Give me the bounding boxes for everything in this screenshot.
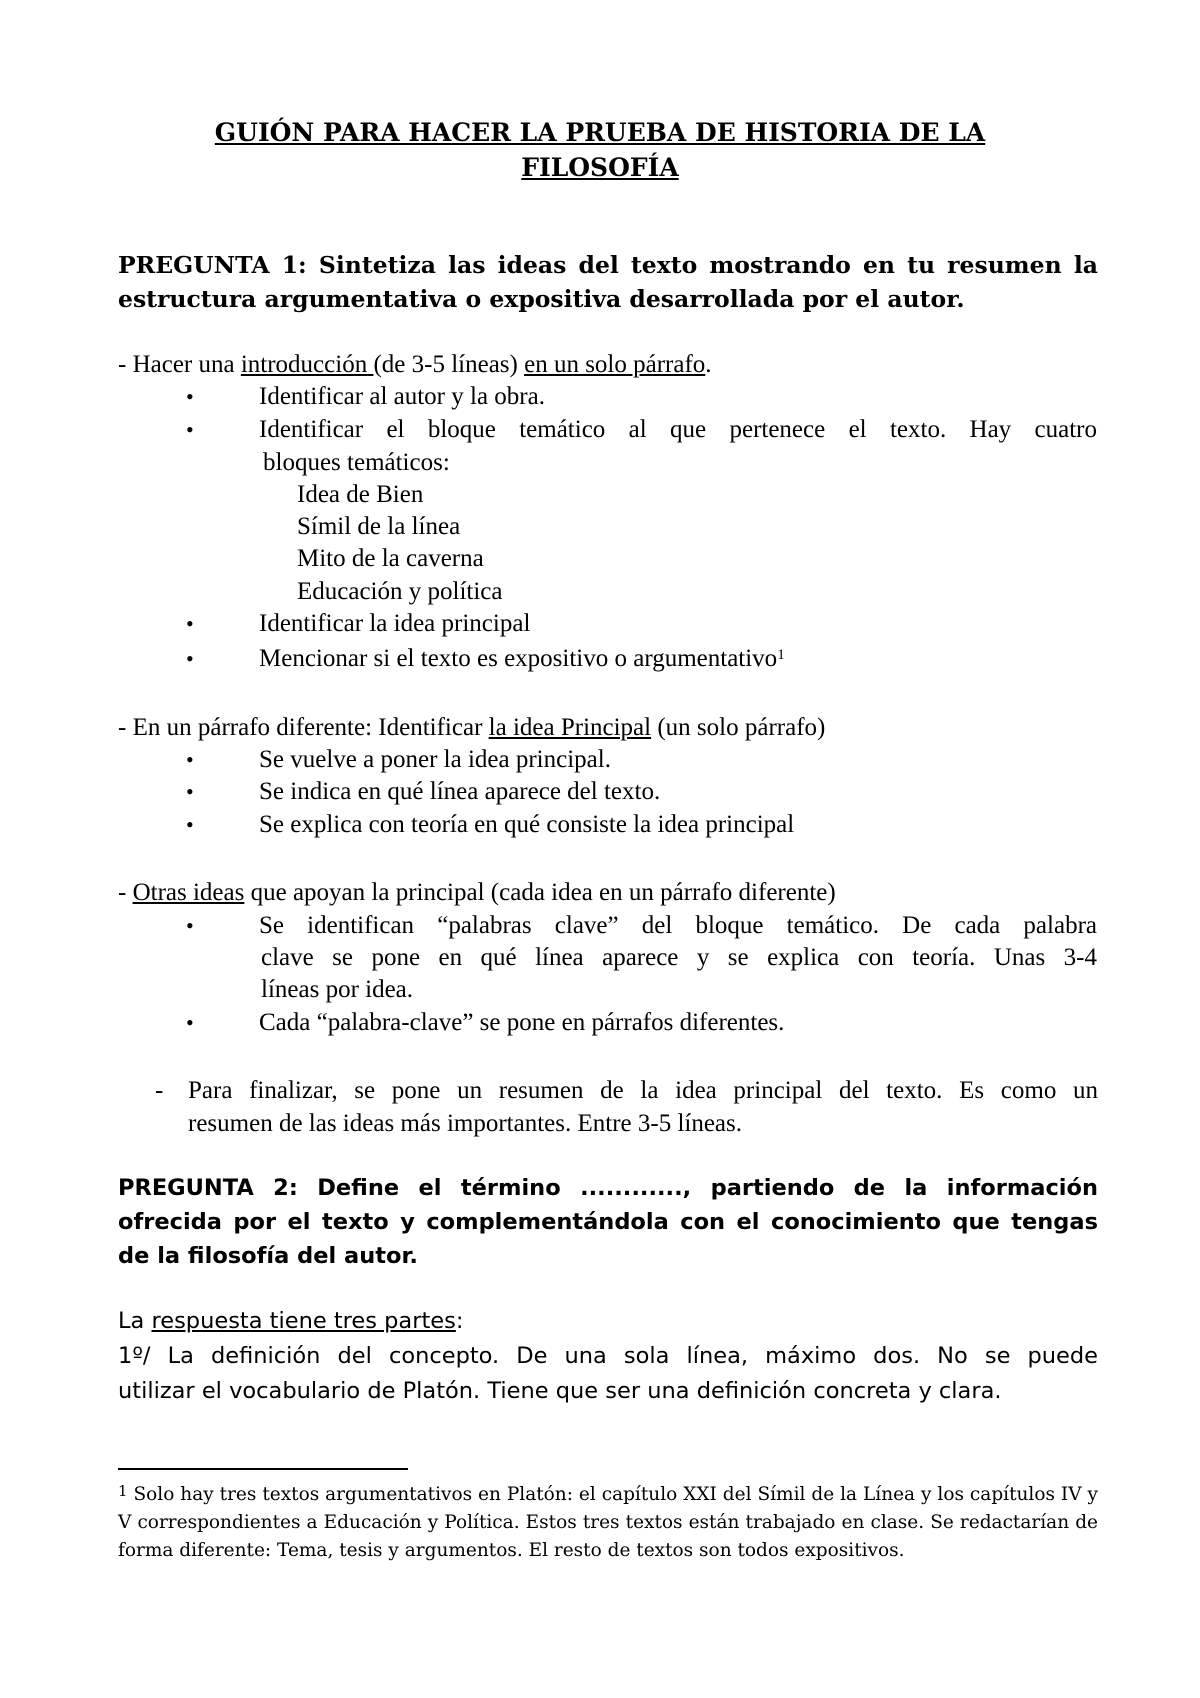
intro-bullet-main-idea: Identificar la idea principal bbox=[259, 610, 531, 637]
bullet-icon: • bbox=[186, 913, 194, 938]
bullet-icon: • bbox=[186, 1010, 194, 1035]
dash-marker: - bbox=[155, 1077, 164, 1104]
bullet-icon: • bbox=[186, 611, 194, 636]
intro-bullet-author: Identificar al autor y la obra. bbox=[259, 383, 545, 410]
bullet-icon: • bbox=[186, 747, 194, 772]
other-ideas-bullet-line-2: clave se pone en qué línea aparece y se explica con teoría. Unas 3-4 bbox=[261, 944, 1097, 971]
bullet-icon: • bbox=[186, 417, 194, 442]
footnote-reference[interactable]: 1 bbox=[777, 647, 785, 663]
footnote-mark: 1 bbox=[118, 1482, 128, 1500]
document-title-line-1: GUIÓN PARA HACER LA PRUEBA DE HISTORIA DE LA bbox=[214, 118, 986, 147]
other-ideas-bullet-keywords: Cada “palabra-clave” se pone en párrafos diferentes. bbox=[259, 1009, 785, 1036]
footnote-separator bbox=[118, 1468, 408, 1470]
bullet-icon: • bbox=[186, 812, 194, 837]
block-item: Símil de la línea bbox=[297, 513, 461, 540]
footnote: $^1$ Solo hay tres textos argumentativos en Platón: el capítulo XXI del Símil de la Línea y los capítulos IV y V correspondientes a Educación y Política. Estos tres textos están trabajado en clase. Se redactarían de forma diferente: Tema, tesis y argumentos. El resto de textos son todos expositivos. bbox=[118, 1482, 1098, 1561]
document-title-line-2: FILOSOFÍA bbox=[521, 153, 679, 182]
final-summary-line-1: Para finalizar, se pone un resumen de la idea principal del texto. Es como un bbox=[188, 1077, 1098, 1104]
bullet-icon: • bbox=[186, 384, 194, 409]
principal-bullet: Se vuelve a poner la idea principal. bbox=[259, 746, 611, 773]
principal-instruction: - En un párrafo diferente: Identificar la idea Principal (un solo párrafo) bbox=[118, 714, 826, 741]
other-ideas-bullet-line-1: Se identifican “palabras clave” del bloque temático. De cada palabra bbox=[259, 912, 1097, 939]
other-ideas-bullet-line-3: líneas por idea. bbox=[261, 976, 414, 1003]
bullet-icon: • bbox=[186, 779, 194, 804]
part-1-line-1: 1º/ La definición del concepto. De una sola línea, máximo dos. No se puede bbox=[118, 1343, 1098, 1369]
other-ideas-instruction: - Otras ideas que apoyan la principal (cada idea en un párrafo diferente) bbox=[118, 879, 836, 906]
intro-bullet-type: Mencionar si el texto es expositivo o argumentativo$^1$ bbox=[259, 645, 785, 672]
answer-parts-label: La respuesta tiene tres partes: bbox=[118, 1308, 464, 1334]
block-item: Mito de la caverna bbox=[297, 545, 484, 572]
question-1-heading: PREGUNTA 1: Sintetiza las ideas del texto mostrando en tu resumen la estructura argumentativa o expositiva desarrollada por el autor. bbox=[118, 251, 1098, 313]
final-summary-line-2: resumen de las ideas más importantes. Entre 3-5 líneas. bbox=[188, 1110, 743, 1137]
principal-bullet: Se explica con teoría en qué consiste la idea principal bbox=[259, 811, 795, 838]
block-item: Educación y política bbox=[297, 578, 503, 605]
intro-instruction: - Hacer una introducción (de 3-5 líneas) en un solo párrafo. bbox=[118, 351, 712, 378]
question-2-heading: PREGUNTA 2: Define el término ............, partiendo de la información ofrecida por el texto y complementándola con el conocimiento que tengas de la filosofía del autor. bbox=[118, 1175, 1098, 1269]
intro-bullet-block-line-1: Identificar el bloque temático al que pertenece el texto. Hay cuatro bbox=[259, 416, 1097, 443]
block-item: Idea de Bien bbox=[297, 481, 424, 508]
principal-bullet: Se indica en qué línea aparece del texto. bbox=[259, 778, 661, 805]
intro-bullet-block-line-2: bloques temáticos: bbox=[263, 449, 450, 476]
bullet-icon: • bbox=[186, 646, 194, 671]
part-1-line-2: utilizar el vocabulario de Platón. Tiene que ser una definición concreta y clara. bbox=[118, 1378, 1002, 1404]
